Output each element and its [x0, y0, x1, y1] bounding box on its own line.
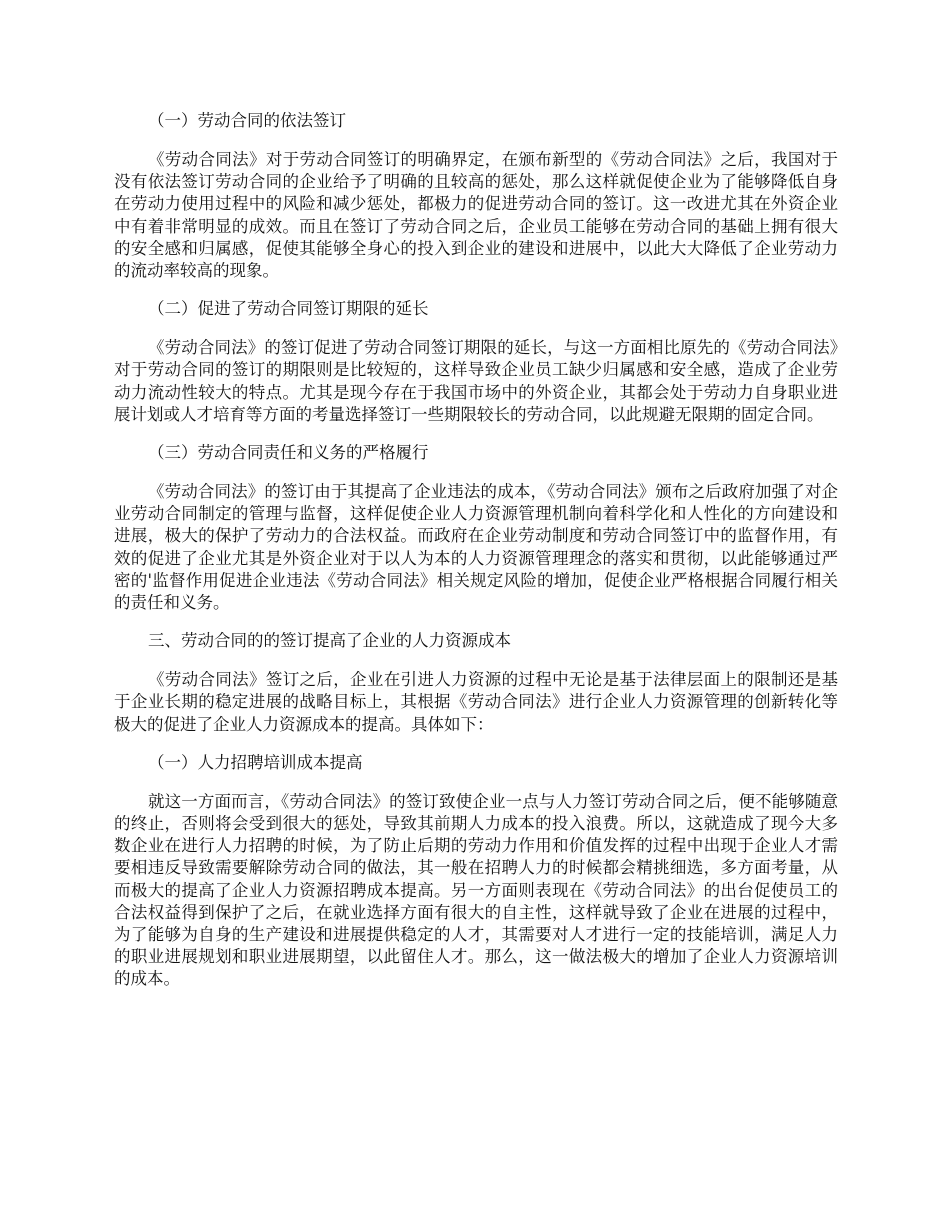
- paragraph: 《劳动合同法》签订之后，企业在引进人力资源的过程中无论是基于法律层面上的限制还是基于企业长期的稳定进展的战略目标上，其根据《劳动合同法》进行企业人力资源管理的创新转化等极大的促进了企业人力资源成本的提高。具体如下：: [114, 670, 838, 734]
- section-heading: （二）促进了劳动合同签订期限的延长: [148, 299, 429, 319]
- section-heading: （三）劳动合同责任和义务的严格履行: [148, 443, 429, 463]
- paragraph: 就这一方面而言，《劳动合同法》的签订致使企业一点与人力签订劳动合同之后，便不能够随意的终止，否则将会受到很大的惩处，导致其前期人力成本的投入浪费。所以，这就造成了现今大多数企业在进行人力招聘的时候，为了防止后期的劳动力作用和价值发挥的过程中出现于企业人才需要相违反导致需要解除劳动合同的做法，其一般在招聘人力的时候都会精挑细选，多方面考量，从而极大的提高了企业人力资源招聘成本提高。另一方面则表现在《劳动合同法》的出台促使员工的合法权益得到保护了之后，在就业选择方面有很大的自主性，这样就导致了企业在进展的过程中，为了能够为自身的生产建设和进展提供稳定的人才，其需要对人才进行一定的技能培训，满足人力的职业进展规划和职业进展期望，以此留住人才。那么，这一做法极大的增加了企业人力资源培训的成本。: [114, 791, 838, 989]
- section-heading: （一）人力招聘培训成本提高: [148, 752, 363, 772]
- chapter-heading: 三、劳动合同的的签订提高了企业的人力资源成本: [148, 631, 511, 651]
- paragraph: 《劳动合同法》对于劳动合同签订的明确界定，在颁布新型的《劳动合同法》之后，我国对于没有依法签订劳动合同的企业给予了明确的且较高的惩处，那么这样就促使企业为了能够降低自身在劳动力使用过程中的风险和减少惩处，都极力的促进劳动合同的签订。这一改进尤其在外资企业中有着非常明显的成效。而且在签订了劳动合同之后，企业员工能够在劳动合同的基础上拥有很大的安全感和归属感，促使其能够全身心的投入到企业的建设和进展中，以此大大降低了企业劳动力的流动率较高的现象。: [114, 150, 838, 281]
- paragraph: 《劳动合同法》的签订促进了劳动合同签订期限的延长，与这一方面相比原先的《劳动合同法》对于劳动合同的签订的期限则是比较短的，这样导致企业员工缺少归属感和安全感，造成了企业劳动力流动性较大的特点。尤其是现今存在于我国市场中的外资企业，其都会处于劳动力自身职业进展计划或人才培育等方面的考量选择签订一些期限较长的劳动合同，以此规避无限期的固定合同。: [114, 338, 838, 424]
- paragraph: 《劳动合同法》的签订由于其提高了企业违法的成本，《劳动合同法》颁布之后政府加强了对企业劳动合同制定的管理与监督，这样促使企业人力资源管理机制向着科学化和人性化的方向建设和进展，极大的保护了劳动力的合法权益。而政府在企业劳动制度和劳动合同签订中的监督作用，有效的促进了企业尤其是外资企业对于以人为本的人力资源管理理念的落实和贯彻，以此能够通过严密的'监督作用促进企业违法《劳动合同法》相关规定风险的增加，促使企业严格根据合同履行相关的责任和义务。: [114, 482, 838, 613]
- section-heading: （一）劳动合同的依法签订: [148, 111, 346, 130]
- document-body: [114, 110, 838, 991]
